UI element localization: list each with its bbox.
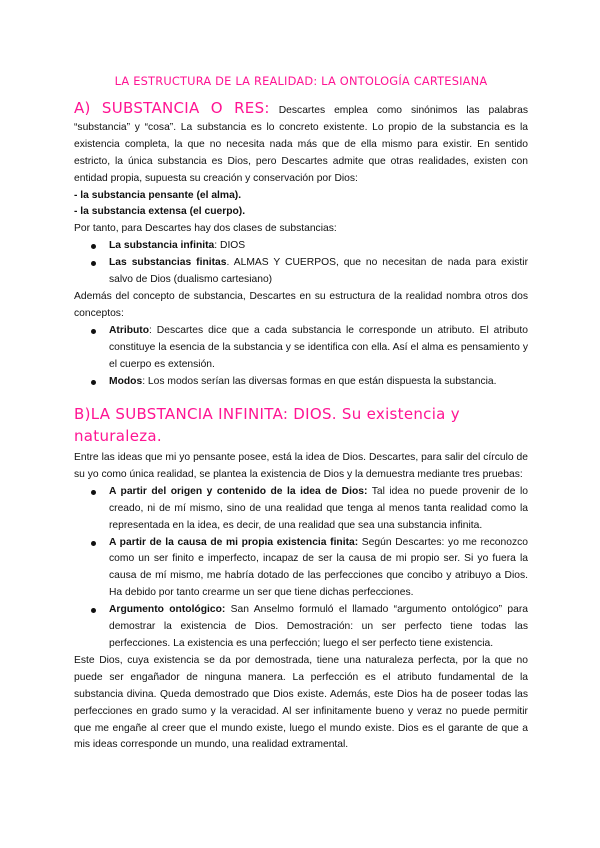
closing-paragraph: Este Dios, cuya existencia se da por demostrada, tiene una naturaleza perfecta, por la que no puede ser engañador de ninguna manera. La perfección es el atributo fundamental de la substancia divina. Queda demostrado que Dios existe. Además, este Dios ha de poseer todas las perfecciones en grado sumo y la veracidad. Al ser infinitamente bueno y veraz no puede permitir que me engañe al creer que el mundo existe, luego el mundo existe. Dios es el garante de que a mis ideas corresponde un mundo, una realidad extramental. [74, 654, 528, 751]
bullet-icon [91, 608, 96, 613]
list-item: A partir de la causa de mi propia existencia finita: Según Descartes: yo me reconozco como un ser finito e imperfecto, incapaz de ser la causa de mi propio ser. Si yo fuera la causa de mí mismo, me habría dotado de las perfecciones que concibo y atribuyo a Dios. Ha debido por tanto crearme un ser que tiene dichas perfecciones. [74, 535, 528, 603]
section-a [74, 100, 528, 390]
other-concepts-text: Además del concepto de substancia, Descartes en su estructura de la realidad nombra otros dos conceptos: [74, 290, 528, 319]
bullet-icon [91, 244, 96, 249]
two-kinds-text: Por tanto, para Descartes hay dos clases de substancias: [74, 223, 337, 235]
section-b [74, 403, 528, 754]
concepts-list [74, 323, 528, 391]
bullet-icon [91, 541, 96, 546]
list-item: Modos: Los modos serían las diversas formas en que están dispuesta la substancia. [74, 374, 528, 391]
section-b-heading: B)LA SUBSTANCIA INFINITA: DIOS. Su existencia y naturaleza. [74, 405, 460, 445]
bullet-icon [91, 261, 96, 266]
substance-kinds-list [74, 238, 528, 289]
list-item: Argumento ontológico: San Anselmo formuló el llamado “argumento ontológico” para demostrar la existencia de Dios. Demostración: un ser perfecto tiene todas las perfecciones. La existencia es una perfección; luego el ser perfecto tiene existencia. [74, 602, 528, 653]
bullet-icon [91, 490, 96, 495]
list-item: Atributo: Descartes dice que a cada substancia le corresponde un atributo. El atributo constituye la esencia de la substancia y se identifica con ella. Así el alma es pensamiento y el cuerpo es extensión. [74, 323, 528, 374]
proofs-list [74, 484, 528, 653]
section-a-intro: Descartes emplea como sinónimos las palabras “substancia” y “cosa”. La substancia es lo concreto existente. Lo propio de la substancia es la existencia completa, la que no necesita nada más que de ella mismo para existir. En sentido estricto, la única substancia es Dios, pero Descartes admite que otras realidades, existen con entidad propia, supuesta su creación y conservación por Dios: [74, 105, 528, 184]
bullet-icon [91, 329, 96, 334]
section-a-heading: A) SUBSTANCIA O RES: [74, 99, 270, 117]
bullet-icon [91, 380, 96, 385]
extended-substance-line: - la substancia extensa (el cuerpo). [74, 206, 246, 218]
list-item: La substancia infinita: DIOS [74, 238, 528, 255]
list-item: Las substancias finitas. ALMAS Y CUERPOS, que no necesitan de nada para existir salvo de Dios (dualismo cartesiano) [74, 255, 528, 289]
list-item: A partir del origen y contenido de la idea de Dios: Tal idea no puede provenir de lo creado, ni de mí mismo, sino de una realidad que tenga al menos tanta realidad como la representada en la idea, es decir, de una realidad que sea una substancia infinita. [74, 484, 528, 535]
page-title: LA ESTRUCTURA DE LA REALIDAD: LA ONTOLOGÍA CARTESIANA [114, 74, 488, 88]
thinking-substance-line: - la substancia pensante (el alma). [74, 189, 242, 201]
section-b-intro: Entre las ideas que mi yo pensante posee, está la idea de Dios. Descartes, para salir del círculo de su yo como única realidad, se plantea la existencia de Dios y la demuestra mediante tres pruebas: [74, 452, 528, 480]
